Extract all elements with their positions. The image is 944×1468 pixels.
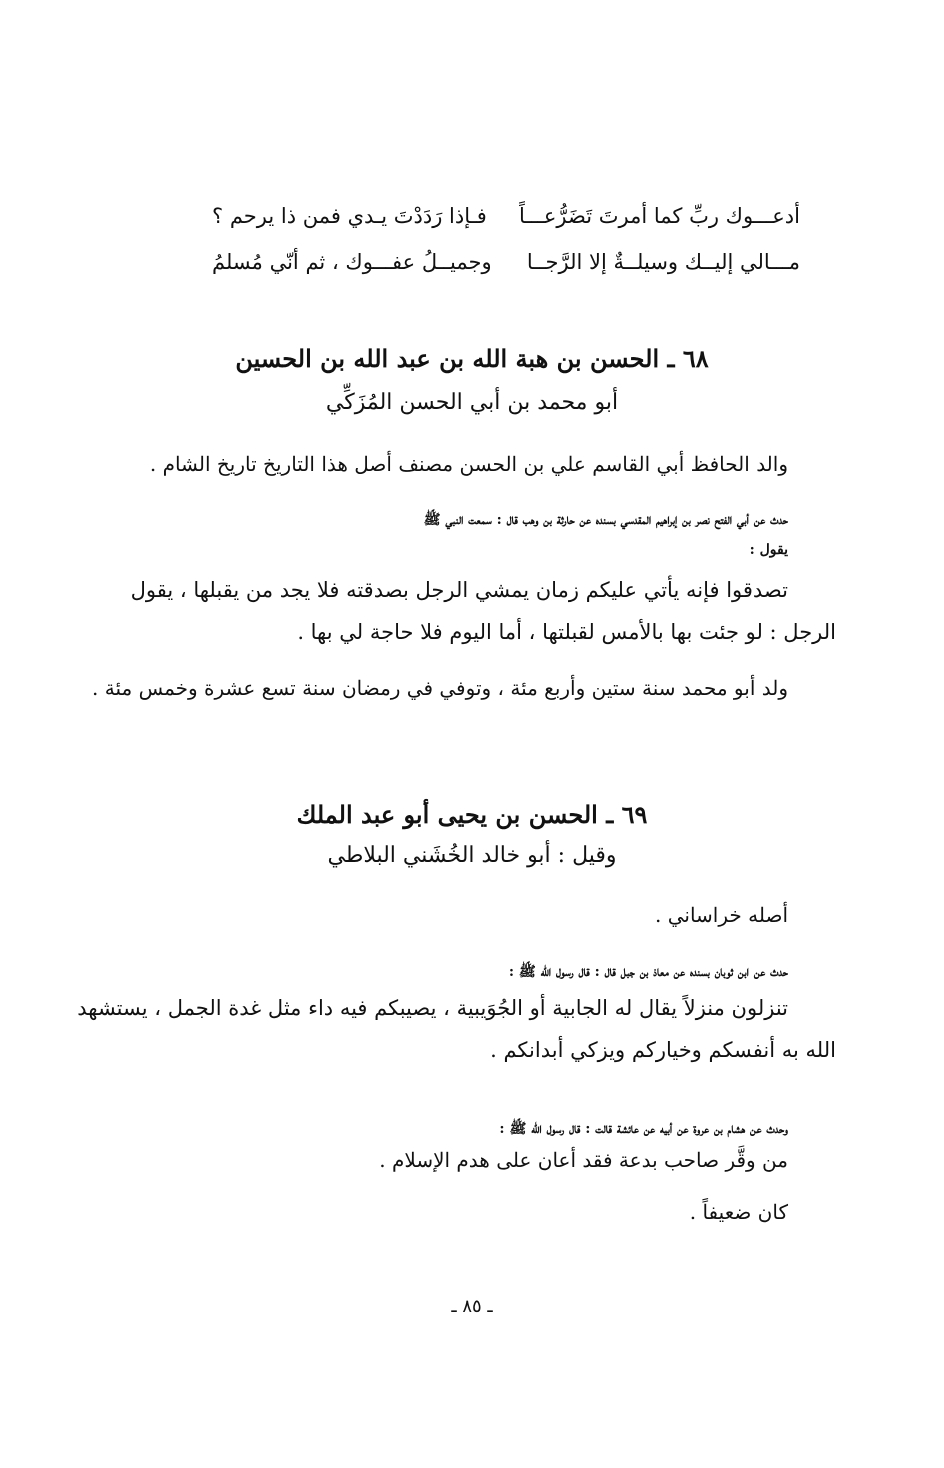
entry-68-intro: والد الحافظ أبي القاسم علي بن الحسن مصنف أصل هذا التاريخ تاريخ الشام . [149,452,788,476]
entry-68-title: ٦٨ ـ الحسن بن هبة الله بن عبد الله بن الحسين [235,344,709,373]
entry-69-origin: أصله خراساني . [655,903,788,927]
entry-68-birth-death: ولد أبو محمد سنة ستين وأربع مئة ، وتوفي في رمضان سنة تسع عشرة وخمس مئة . [92,676,788,700]
poem-hemistich-second: وجميــلُ عفـــوك ، ثم أنّي مُسلمُ [212,250,492,274]
entry-69-title: ٦٩ ـ الحسن بن يحيى أبو عبد الملك [296,800,648,829]
poem-verse-2 [200,250,800,284]
poem-verse-1 [200,204,800,238]
poem-hemistich-second: فـإذا رَدَدْتَ يـدي فمن ذا يرحم ؟ [212,204,487,228]
entry-68-isnad: حدث عن أبي الفتح نصر بن إبراهيم المقدسي بسنده عن حارثة بن وهب قال : سمعت النبي ﷺ [423,512,788,528]
entry-69-hadith-1-line-1: تنزلون منزلاً يقال له الجابية أو الجُوَيبية ، يصيبكم فيه داء مثل غدة الجمل ، يستشهد [77,996,788,1020]
entry-68-isnad-cont: يقول : [749,542,788,558]
entry-69-subtitle: وقيل : أبو خالد الخُشَني البلاطي [327,843,617,868]
page-number: ـ ٨٥ ـ [451,1296,493,1317]
entry-68-hadith-line-1: تصدقوا فإنه يأتي عليكم زمان يمشي الرجل بصدقته فلا يجد من يقبلها ، يقول [130,578,788,602]
entry-69-hadith-2: من وقَّر صاحب بدعة فقد أعان على هدم الإسلام . [379,1148,788,1172]
poem-hemistich-first: مـــالي إليــك وسيلــةٌ إلا الرَّجــا [526,250,800,274]
poem-hemistich-first: أدعـــوك ربِّ كما أمرتَ تَضَرُّعـــاً [519,204,800,228]
entry-68-hadith-line-2: الرجل : لو جئت بها بالأمس لقبلتها ، أما اليوم فلا حاجة لي بها . [297,620,836,644]
entry-69-hadith-1-line-2: الله به أنفسكم وخياركم ويزكي أبدانكم . [490,1038,836,1062]
entry-68-subtitle: أبو محمد بن أبي الحسن المُزَكِّي [325,390,619,415]
entry-69-grading: كان ضعيفاً . [689,1200,788,1224]
entry-69-isnad-2: وحدث عن هشام بن عروة عن أبيه عن عائشة قالت : قال رسول الله ﷺ : [499,1121,788,1137]
entry-69-isnad-1: حدث عن ابن ثوبان بسنده عن معاذ بن جبل قال : قال رسول الله ﷺ : [508,964,788,980]
